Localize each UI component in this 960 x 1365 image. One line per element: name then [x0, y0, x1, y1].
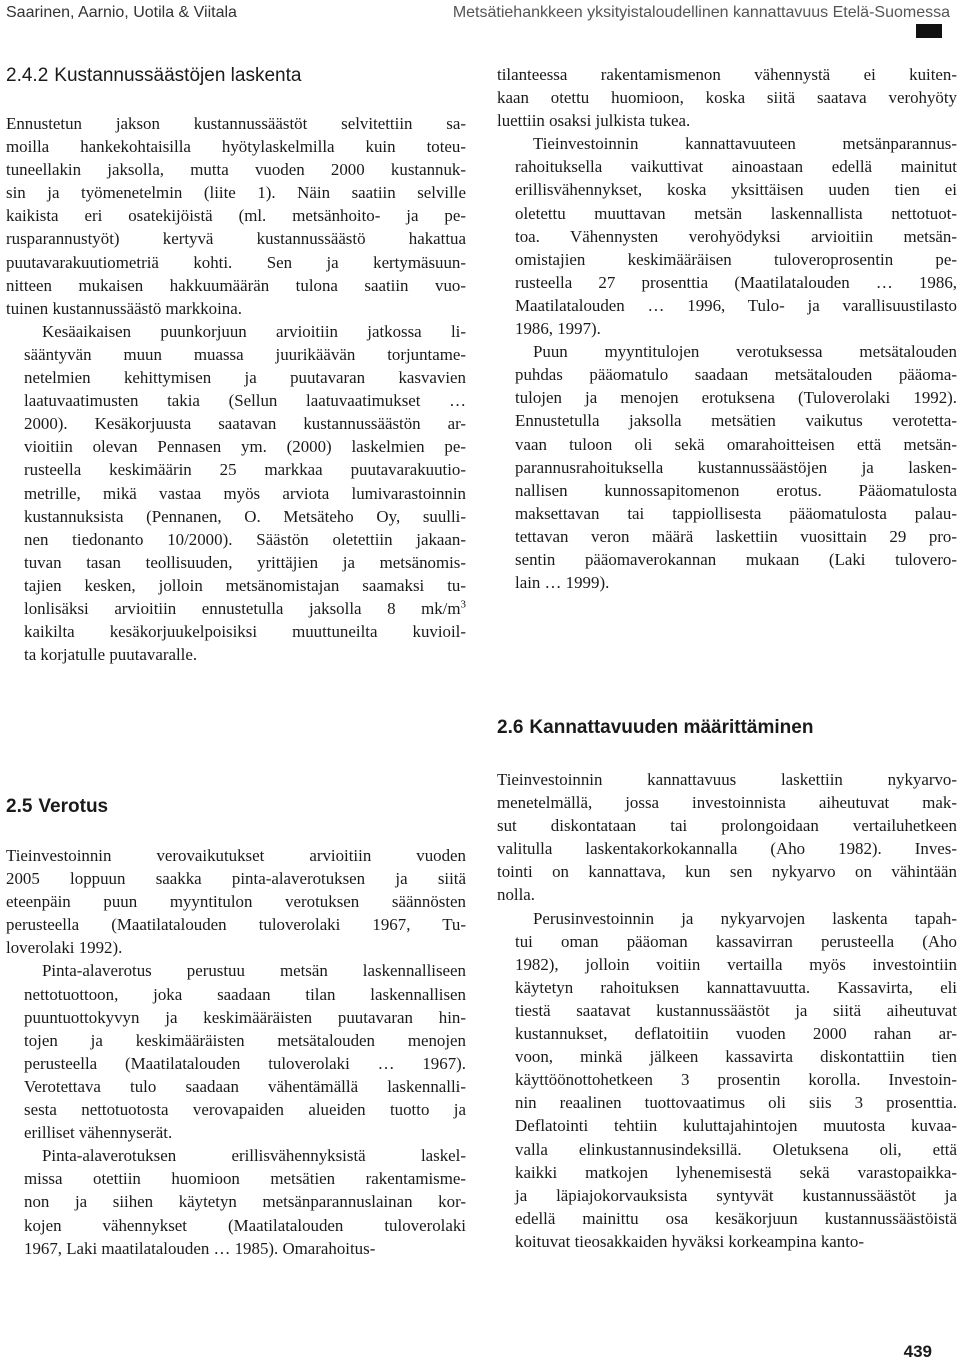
text-line: 1986, 1997).: [515, 319, 601, 339]
text-line: perusteella (Maatilatalouden tuloverolaki 1967, Tu-: [6, 915, 466, 935]
text-line: tointi on kannattava, kun sen nykyarvo on vähintään: [497, 862, 957, 882]
text-line: kaikki matkojen lyhenemisestä sekä varastopaikka-: [515, 1162, 957, 1182]
text-line: sentin pääomaverokannan mukaan (Laki tulovero-: [515, 549, 957, 569]
text-line: erillisvähennykset, koska yksittäisen uuden tien ei: [515, 180, 957, 200]
text-line: tulojen ja menojen erotuksena (Tuloverolaki 1992).: [515, 388, 957, 408]
running-header-authors: Saarinen, Aarnio, Uotila & Viitala: [6, 4, 237, 21]
text-line: sääntyvän muun muassa juurikäävän torjuntame-: [24, 344, 466, 364]
paragraph: [6, 320, 466, 666]
text-line: puuntuottokyvyn ja keskimääräisten puutavaran hin-: [24, 1007, 466, 1027]
text-line: koituvat tieosakkaiden hyväksi korkeampina kanto-: [515, 1231, 864, 1251]
text-line: valitulla laskentakorkokannalla (Aho 1982). Inves-: [497, 839, 957, 859]
text-line: nin reaalinen tuottovaatimus oli siis 3 prosenttia.: [515, 1093, 957, 1113]
text-line: menetelmällä, jossa investoinnista aiheutuvat mak-: [497, 793, 957, 813]
text-line: luettiin osaksi julkista tukea.: [497, 111, 691, 131]
right-text-block-2: [497, 768, 957, 1253]
text-line: tilanteessa rakentamismenon vähennystä ei kuiten-: [497, 65, 957, 84]
text-line: sut diskontataan tai prolongoidaan vertailuhetkeen: [497, 816, 957, 836]
text-line: 2000). Kesäkorjuusta saatavan kustannussäästön ar-: [24, 414, 466, 434]
text-line: käytetyn rahoituksen kannattavuutta. Kassavirta, eli: [515, 977, 957, 997]
text-line: puhdas pääomatulo saadaan metsätalouden pääoma-: [515, 365, 957, 385]
section-title: Verotus: [38, 796, 109, 817]
paragraph: [6, 112, 466, 320]
text-line: Tieinvestoinnin verovaikutukset arvioitiin vuoden: [6, 846, 466, 865]
text-line: parannusrahoituksella kustannussäästöjen ja lasken-: [515, 457, 957, 477]
text-line: voon, minkä jälkeen kassavirta diskontattiin tien: [515, 1047, 957, 1067]
text-line: non ja siihen käytetyn metsänparannuslainan kor-: [24, 1192, 466, 1212]
text-line: ta korjatulle puutavaralle.: [24, 645, 198, 665]
text-line: Ennustetulla jaksolla metsätien vaikutus verotetta-: [515, 411, 957, 431]
text-line: Puun myyntitulojen verotuksessa metsätalouden: [533, 342, 957, 362]
text-line: kustannuksista (Pennanen, O. Metsäteho Oy, suulli-: [24, 506, 466, 526]
paragraph: [497, 768, 957, 907]
text-line: tajien kesken, jolloin metsänomistajan saamaksi tu-: [24, 575, 466, 595]
text-line: Tieinvestoinnin kannattavuus laskettiin nykyarvo-: [497, 770, 957, 789]
section-number: 2.5: [6, 796, 33, 817]
paragraph: [497, 340, 957, 594]
right-text-block-1: [497, 63, 957, 594]
text-line: vioitiin olevan Pennasen ym. (2000) laskelmien pe-: [24, 437, 466, 457]
text-line: Pinta-alaverotus perustuu metsän laskennalliseen: [42, 961, 466, 981]
text-line: Kesäaikaisen puunkorjuun arvioitiin jatkossa li-: [42, 321, 466, 341]
text-line: erilliset vähennyserät.: [24, 1123, 173, 1143]
text-line: maksettavan tai tappiollisesta pääomatulosta palau-: [515, 503, 957, 523]
section-heading-2-4-2: [6, 64, 301, 88]
paragraph: [6, 844, 466, 959]
text-line: kaikista eri osatekijöistä (ml. metsänhoito- ja pe-: [6, 206, 466, 226]
text-line: vaan tuloon oli sekä omarahoitteisen että metsän-: [515, 434, 957, 454]
text-line: tuneellakin jaksolla, mutta vuoden 2000 kustannuk-: [6, 160, 466, 180]
text-line: tiestä saatavat kustannussäästöt ja siitä aiheutuvat: [515, 1000, 957, 1020]
paragraph: [6, 959, 466, 1144]
text-line: Maatilatalouden … 1996, Tulo- ja varallisuustilasto: [515, 295, 957, 315]
text-line: Ennustetun jakson kustannussäästöt selvitettiin sa-: [6, 114, 466, 133]
text-line: Deflatointi tehtiin kuluttajahintojen muutosta kuvaa-: [515, 1116, 957, 1136]
text-line: 1982), jolloin voitiin vertailla myös investointiin: [515, 954, 957, 974]
section-number: 2.4.2: [6, 65, 49, 86]
text-line: tui oman pääoman kassavirran perusteella (Aho: [515, 931, 957, 951]
text-line: nallisen kunnossapitomenon erotus. Pääomatulosta: [515, 480, 957, 500]
text-line: tettavan veron määrä laskettiin vuosittain 29 pro-: [515, 526, 957, 546]
text-line: netelmien kehittymisen ja puutavaran kasvavien: [24, 368, 466, 388]
text-line: lain … 1999).: [515, 573, 610, 593]
text-line: laatuvaatimusten takia (Sellun laatuvaatimukset …: [24, 391, 466, 411]
running-header-series: Metsätiehankkeen yksityistaloudellinen kannattavuus Etelä-Suomessa: [452, 4, 950, 21]
text-line: käyttöönottohetkeen 3 prosentin korolla. Investoin-: [515, 1070, 957, 1090]
text-line: oletettu muuttavan metsän laskennallista nettotuot-: [515, 203, 957, 223]
text-line: 1967, Laki maatilatalouden … 1985). Omarahoitus-: [24, 1238, 376, 1258]
text-line: kaikilta kesäkorjuukelpoisiksi muuttuneilta kuvioil-: [24, 622, 466, 642]
paragraph: [497, 132, 957, 340]
text-line: nitteen mukaisen hakkuumäärän tulona saatiin vuo-: [6, 275, 466, 295]
text-line: metrille, mikä vastaa myös arviota lumivarastoinnin: [24, 483, 466, 503]
text-line: rusteella keskimäärin 25 markkaa puutavarakuutio-: [24, 460, 466, 480]
text-line: moilla hankekohtaisilla hyötylaskelmilla kuin toteu-: [6, 137, 466, 157]
text-line: rahoituksella vaikuttivat ainoastaan edellä mainitut: [515, 157, 957, 177]
text-line: kustannukset, deflatoitiin vuoden 2000 rahan ar-: [515, 1024, 957, 1044]
left-text-block-2: [6, 844, 466, 1260]
text-line: ja läpiajokorvauksista syntyvät kustannussäästöt ja: [515, 1185, 957, 1205]
paragraph: [6, 1144, 466, 1259]
text-line: valla elinkustannusindeksillä. Oletuksena oli, että: [515, 1139, 957, 1159]
text-line: rusteella 27 prosenttia (Maatilatalouden … 1986,: [515, 272, 957, 292]
text-line: toa. Vähennysten verohyödyksi arvioitiin metsän-: [515, 226, 957, 246]
text-line: edellä mainittu osa kesäkorjuun kustannussäästöistä: [515, 1208, 957, 1228]
running-header: [0, 0, 960, 26]
text-line: tuvan tasan teollisuuden, yrittäjien ja metsänomis-: [24, 552, 466, 572]
section-title: Kannattavuuden määrittäminen: [529, 717, 814, 738]
paragraph: [497, 907, 957, 1253]
text-line: Tieinvestoinnin kannattavuuteen metsänparannus-: [533, 134, 957, 154]
superscript: 3: [460, 598, 466, 611]
paragraph: [497, 63, 957, 132]
text-line: rusparannustyöt) kertyvä kustannussäästö hakattua: [6, 229, 466, 249]
section-number: 2.6: [497, 717, 524, 738]
section-heading-2-6: [497, 716, 813, 740]
text-line: sesta nettotuotosta verovapaiden alueiden tuotto ja: [24, 1100, 466, 1120]
text-line: puutavarakuutiometriä kohti. Sen ja kertymäsuun-: [6, 252, 466, 272]
page-number: 439: [903, 1342, 932, 1361]
section-title: Kustannussäästöjen laskenta: [54, 65, 302, 86]
text-line: kojen vähennykset (Maatilatalouden tuloverolaki: [24, 1215, 466, 1235]
text-line: kaan otettu huomioon, koska siitä saatava verohyöty: [497, 88, 957, 108]
text-line: Perusinvestoinnin ja nykyarvojen laskenta tapah-: [533, 908, 957, 928]
text-line: Pinta-alaverotuksen erillisvähennyksistä laskel-: [42, 1146, 466, 1166]
text-line: sin ja työmenetelmin (liite 1). Näin saatiin selville: [6, 183, 466, 203]
text-line: 2005 loppuun saakka pinta-alaverotuksen ja siitä: [6, 869, 466, 889]
text-line: nen tiedonanto 10/2000). Säästön oletettiin jakaan-: [24, 529, 466, 549]
corner-mark: [916, 24, 942, 38]
text-line: perusteella (Maatilatalouden tuloverolaki … 1967).: [24, 1053, 466, 1073]
text-line: Verotettava tulo saadaan vähentämällä laskennalli-: [24, 1076, 466, 1096]
text-line: tojen ja keskimääräisten metsätalouden menojen: [24, 1030, 466, 1050]
text-line: tuinen kustannussäästö markkoina.: [6, 298, 242, 318]
text-line: nettotuottoon, joka saadaan tilan laskennallisen: [24, 984, 466, 1004]
text-line: missa otettiin huomioon metsätien rakentamisme-: [24, 1169, 466, 1189]
section-heading-2-5: [6, 795, 108, 819]
text-line: eteenpäin puun myyntitulon verotuksen säännösten: [6, 892, 466, 912]
text-line: nolla.: [497, 885, 535, 905]
text-line: omistajien keskimääräisen tuloveroprosentin pe-: [515, 249, 957, 269]
text-line: loverolaki 1992).: [6, 938, 123, 958]
text-line: lonlisäksi arvioitiin ennustetulla jaksolla 8 $mk/m^3$: [24, 598, 466, 618]
left-text-block-1: [6, 112, 466, 666]
